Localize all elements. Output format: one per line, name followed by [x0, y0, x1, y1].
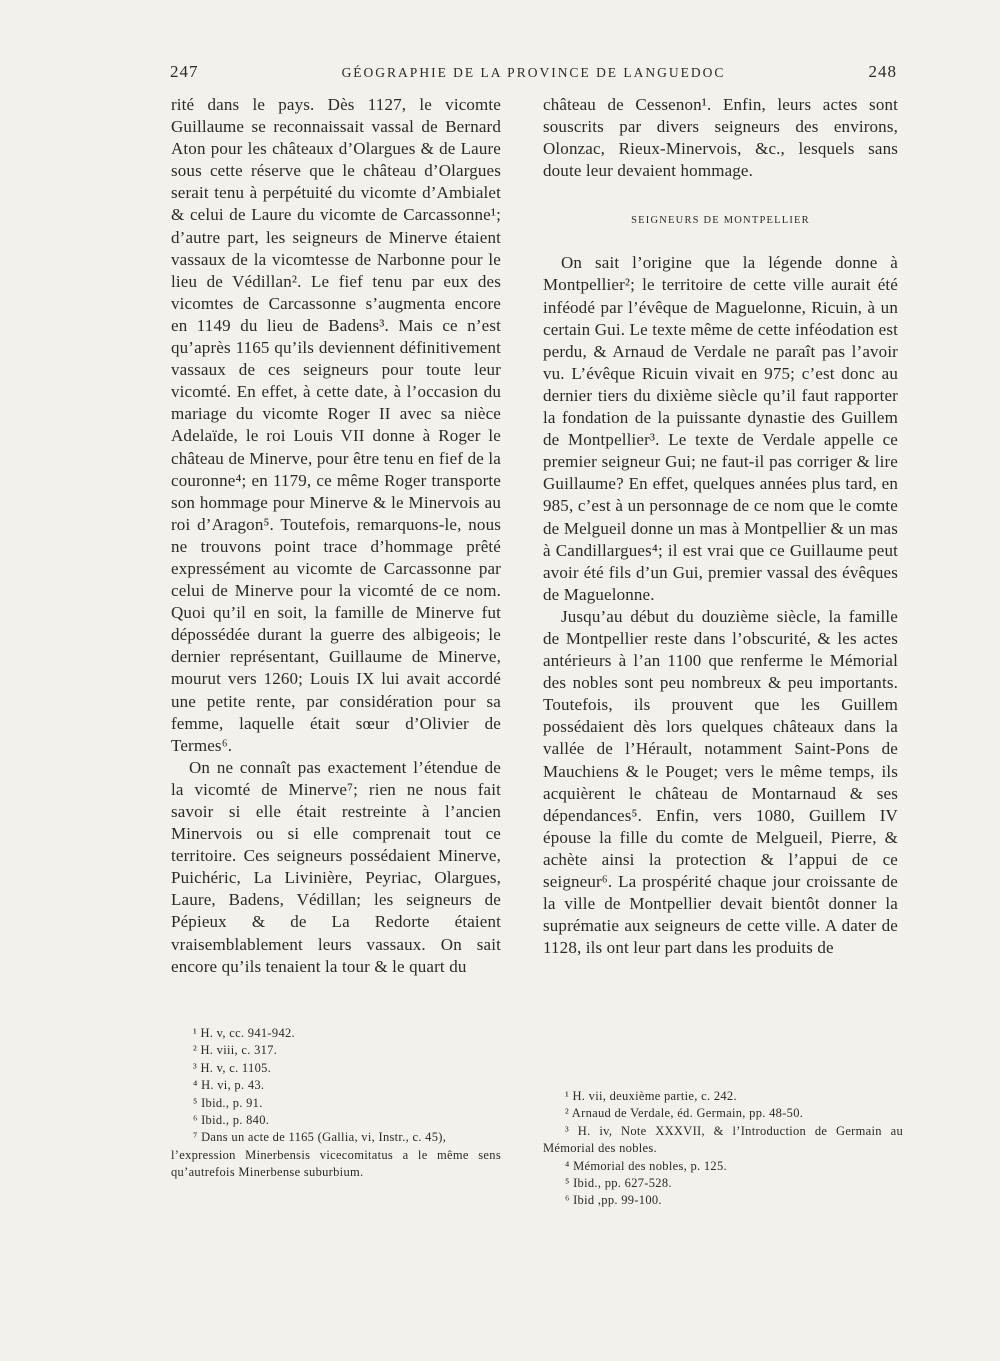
footnote-continuation: l’expression Minerbensis vicecomitatus a le même sens qu’autrefois Minerbense suburbium.: [171, 1147, 501, 1180]
running-title: GÉOGRAPHIE DE LA PROVINCE DE LANGUEDOC: [341, 65, 726, 80]
page-header: [170, 62, 897, 88]
paragraph-continuation: château de Cessenon¹. Enfin, leurs actes sont souscrits par divers seigneurs des environs, Olonzac, Rieux-Minervois, &c., lesquels sans doute leur devaient hommage.: [543, 95, 898, 181]
left-footnotes: [171, 1025, 501, 1182]
footnote: ⁶ Ibid ,pp. 99-100.: [565, 1193, 662, 1208]
section-title: SEIGNEURS DE MONTPELLIER: [631, 215, 810, 227]
right-page-number: 248: [868, 62, 897, 81]
left-column: [171, 94, 501, 978]
right-footnotes: [543, 1088, 903, 1210]
footnote: ¹ H. vii, deuxième partie, c. 242.: [565, 1089, 737, 1103]
footnote: ³ H. v, c. 1105.: [193, 1060, 272, 1075]
left-page-number: 247: [170, 62, 199, 81]
right-column: [543, 94, 898, 959]
footnote: ⁶ Ibid., p. 840.: [193, 1113, 270, 1128]
footnote: ⁵ Ibid., pp. 627-528.: [565, 1176, 672, 1191]
paragraph: Jusqu’au début du douzième siècle, la famille de Montpellier reste dans l’obscurité, & les actes antérieurs à l’an 1100 que renferme le Mémorial des nobles sont peu nombreux & peu importants. Toutefois, ils prouvent que les Guillem possédaient dès lors quelques châteaux dans la vallée de l’Hérault, notamment Saint-Pons de Mauchiens & le Pouget; vers le même temps, ils acquièrent le château de Montarnaud & ses dépendances⁵. Enfin, vers 1080, Guillem IV épouse la fille du comte de Melgueil, Pierre, & achète ainsi la protection & l’appui de ce seigneur⁶. La prospérité chaque jour croissante de la ville de Montpellier devait bientôt donner la suprématie aux seigneurs de cette ville. A dater de 1128, ils ont leur part dans les produits de: [543, 606, 898, 958]
footnote: ¹ H. v, cc. 941-942.: [193, 1026, 295, 1040]
footnote: ⁵ Ibid., p. 91.: [193, 1095, 263, 1110]
footnote: ⁴ H. vi, p. 43.: [193, 1078, 265, 1093]
footnote: ² H. viii, c. 317.: [193, 1043, 278, 1058]
footnote: ⁴ Mémorial des nobles, p. 125.: [565, 1158, 727, 1173]
footnote: ² Arnaud de Verdale, éd. Germain, pp. 48-50.: [565, 1106, 804, 1121]
footnote: ⁷ Dans un acte de 1165 (Gallia, vi, Instr., c. 45),: [193, 1130, 447, 1145]
paragraph: On ne connaît pas exactement l’étendue de la vicomté de Minerve⁷; rien ne nous fait savoir si elle était restreinte à l’ancien Minervois ou si elle comprenait tout ce territoire. Ces seigneurs possédaient Minerve, Puichéric, La Livinière, Peyriac, Olargues, Laure, Badens, Védillan; les seigneurs de Pépieux & de La Redorte étaient vraisemblablement leurs vassaux. On sait encore qu’ils tenaient la tour & le quart du: [171, 757, 501, 976]
paragraph: On sait l’origine que la légende donne à Montpellier²; le territoire de cette ville aurait été inféodé par l’évêque de Maguelonne, Ricuin, à un certain Gui. Le texte même de cette inféodation est perdu, & Arnaud de Verdale ne paraît pas l’avoir vu. L’évêque Ricuin vivait en 975; c’est donc au dernier tiers du dixième siècle qu’il faut rapporter la fondation de la puissante dynastie des Guillem de Montpellier³. Le texte de Verdale appelle ce premier seigneur Gui; ne faut-il pas corriger & lire Guillaume? En effet, quelques années plus tard, en 985, c’est à un personnage de ce nom que le comte de Melgueil donne un mas à Montpellier & un mas à Candillargues⁴; il est vrai que ce Guillaume peut avoir été fils d’un Gui, premier vassal des évêques de Maguelonne.: [543, 253, 898, 604]
paragraph: rité dans le pays. Dès 1127, le vicomte Guillaume se reconnaissait vassal de Bernard Aton pour les châteaux d’Olargues & de Laure sous cette réserve que le château d’Olargues serait tenu à perpétuité du vicomte d’Ambialet & celui de Laure du vicomte de Carcassonne¹; d’autre part, les seigneurs de Minerve étaient vassaux de la vicomtesse de Narbonne pour le lieu de Védillan². Le fief tenu par eux des vicomtes de Carcassonne s’augmenta encore en 1149 du lieu de Badens³. Mais ce n’est qu’après 1165 qu’ils deviennent définitivement vassaux de ces seigneurs pour toute leur vicomté. En effet, à cette date, à l’occasion du mariage du vicomte Roger II avec sa nièce Adelaïde, le roi Louis VII donne à Roger le château de Minerve, pour être tenu en fief de la couronne⁴; en 1179, ce même Roger transporte son hommage pour Minerve & le Minervois au roi d’Aragon⁵. Toutefois, remarquons-le, nous ne trouvons point trace d’hommage prêté expressément au vicomte de Carcassonne par celui de Minerve pour la vicomté de ce nom. Quoi qu’il en soit, la famille de Minerve fut dépossédée durant la guerre des albigeois; le dernier représentant, Guillaume de Minerve, mourut vers 1260; Louis IX lui avait accordé une petite rente, par considération pour sa femme, laquelle était sœur d’Olivier de Termes⁶.: [171, 95, 501, 755]
footnote: ³ H. iv, Note XXXVII, & l’Introduction de Germain au Mémorial des nobles.: [543, 1123, 903, 1156]
